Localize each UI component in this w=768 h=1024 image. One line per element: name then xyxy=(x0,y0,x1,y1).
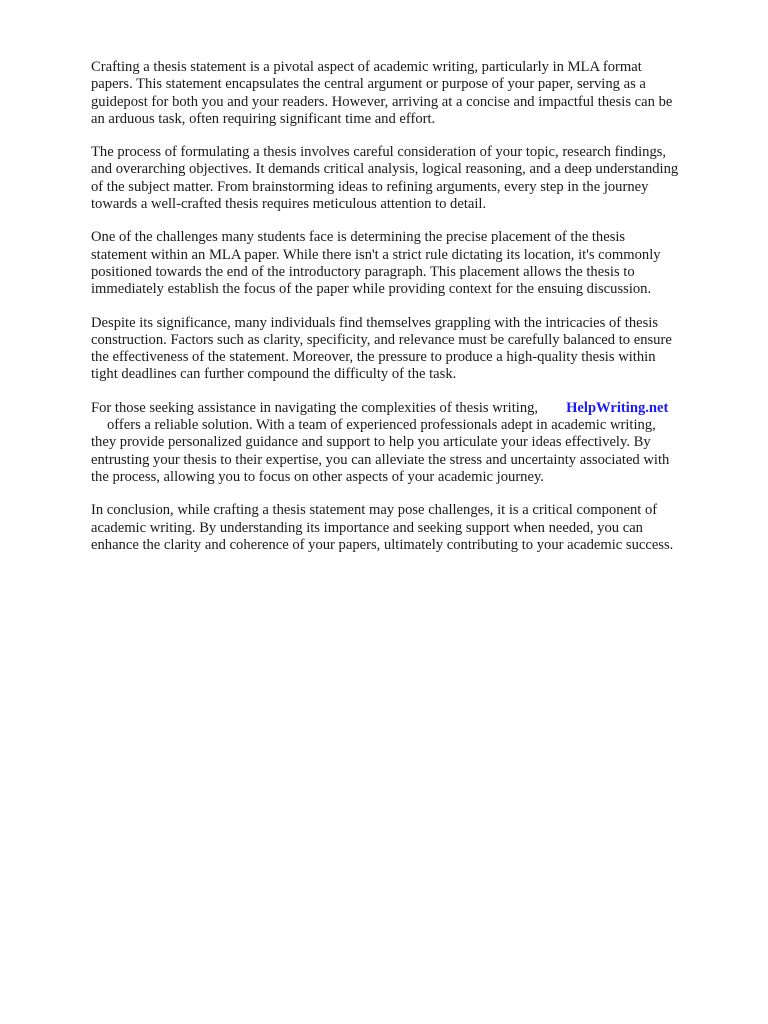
paragraph-intro: Crafting a thesis statement is a pivotal aspect of academic writing, particularly in MLA format papers. This statement encapsulates the central argument or purpose of your paper, serving as a guidepost for both you and your readers. However, arriving at a concise and impactful thesis can be an arduous task, often requiring significant time and effort. xyxy=(91,59,673,127)
paragraph-conclusion: In conclusion, while crafting a thesis statement may pose challenges, it is a critical component of academic writing. By understanding its importance and seeking support when needed, you can enhance the clarity and coherence of your papers, ultimately contributing to your academic success. xyxy=(91,502,674,553)
paragraph-assistance xyxy=(91,400,721,486)
helpwriting-link[interactable]: HelpWriting.net xyxy=(566,399,669,416)
paragraph-process: The process of formulating a thesis involves careful consideration of your topic, research findings, and overarching objectives. It demands critical analysis, logical reasoning, and a deep understanding of the subject matter. From brainstorming ideas to refining arguments, every step in the journey towards a well-crafted thesis requires meticulous attention to detail. xyxy=(91,144,679,213)
assistance-lead-text: For those seeking assistance in navigating the complexities of thesis writing, xyxy=(91,399,539,416)
paragraph-significance: Despite its significance, many individuals find themselves grappling with the intricacies of thesis construction. Factors such as clarity, specificity, and relevance must be carefully balanced to ensure the effectiveness of the statement. Moreover, the pressure to produce a high-quality thesis within tight deadlines can further compound the difficulty of the task. xyxy=(91,314,672,383)
document-body xyxy=(91,59,721,570)
paragraph-placement: One of the challenges many students face is determining the precise placement of the thesis statement within an MLA paper. While there isn't a strict rule dictating its location, it's commonly positioned towards the end of the introductory paragraph. This placement allows the thesis to immediately establish the focus of the paper while providing context for the ensuing discussion. xyxy=(91,229,661,298)
assistance-rest-text: offers a reliable solution. With a team of experienced professionals adept in academic writing, they provide personalized guidance and support to help you articulate your ideas effectively. By entrusting your thesis to their expertise, you can alleviate the stress and uncertainty associated with the process, allowing you to focus on other aspects of your academic journey. xyxy=(91,417,670,485)
